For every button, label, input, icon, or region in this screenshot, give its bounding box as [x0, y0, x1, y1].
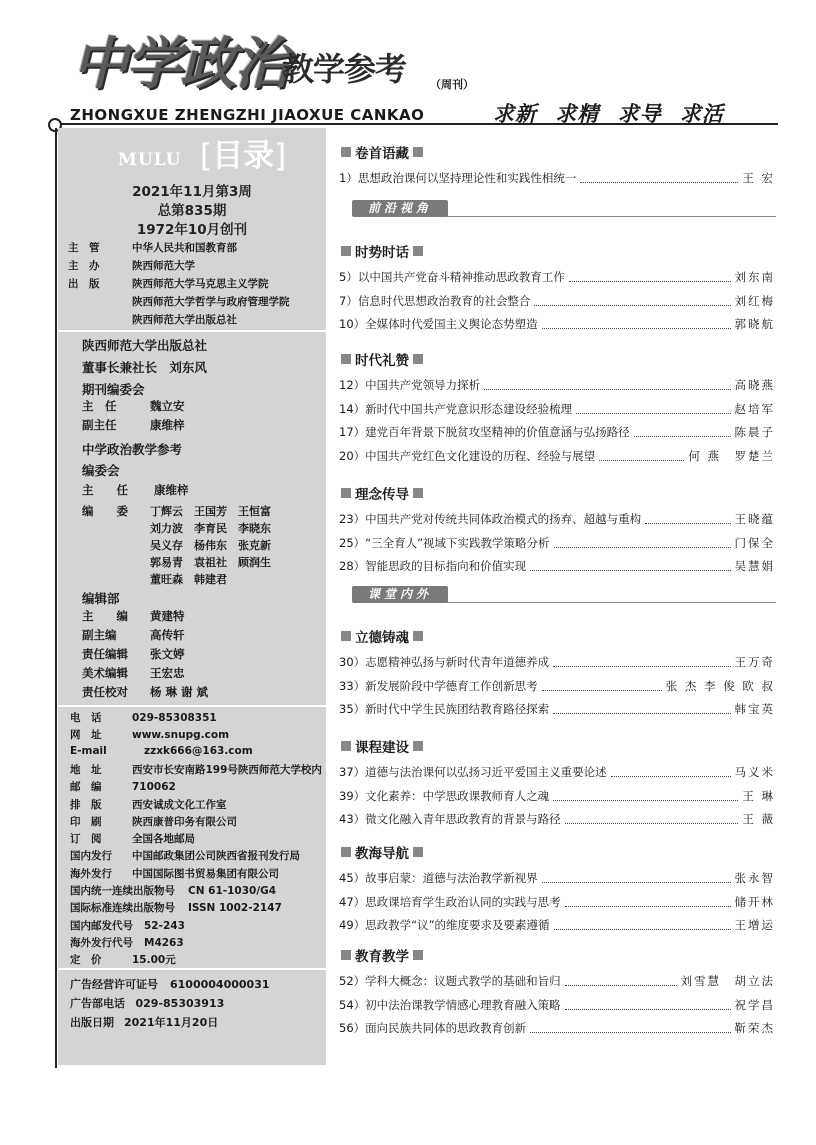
journal-logo: 中学政治 [72, 31, 288, 97]
info-row [70, 745, 253, 757]
info-value: 张文婷 [150, 647, 185, 661]
toc-entry-title: 39）文化素养：中学思政课教师育人之魂 [339, 788, 550, 803]
section-title: 卷首语藏 [355, 146, 409, 162]
info-key: 主 任 [82, 399, 117, 413]
toc-entry-title: 17）建党百年背景下脱贫攻坚精神的价值意涵与弘扬路径 [339, 425, 630, 439]
info-value: 康维梓 [150, 418, 185, 432]
committee-member-row: 丁辉云 王国芳 王恒富 [150, 505, 271, 518]
info-row [70, 918, 185, 933]
founded-date: 1972年10月创刊 [136, 222, 248, 238]
section-heading [341, 241, 423, 261]
info-key: 副主任 [82, 418, 117, 432]
leader-dots [534, 305, 730, 306]
committee-chief [82, 482, 189, 498]
council-label: 期刊编委会 [82, 382, 145, 397]
leader-dots [580, 182, 738, 183]
toc-entry-title: 45）故事启蒙：道德与法治教学新视界 [339, 871, 538, 885]
info-row [68, 258, 195, 273]
info-value: 15.00元 [132, 954, 176, 967]
section-marker-icon [413, 631, 423, 641]
leader-dots [611, 776, 731, 777]
toc-entry [339, 678, 775, 694]
info-key: 广告经营许可证号 [70, 978, 158, 991]
toc-entry [339, 654, 775, 670]
divider [58, 330, 326, 332]
toc-entry-title: 33）新发展阶段中学德育工作创新思考 [339, 678, 538, 693]
toc-entry-author: 王 琳 [742, 788, 775, 803]
toc-entry [339, 316, 775, 332]
info-key: 主 编 [82, 609, 128, 623]
leader-dots [645, 523, 730, 524]
left-rule [55, 128, 57, 1068]
section-marker-icon [413, 147, 423, 157]
committee-label: 编委会 [82, 463, 120, 478]
toc-entry-author: 韩宝英 [734, 702, 775, 716]
info-value: 西安诚成文化工作室 [132, 798, 227, 811]
toc-entry-author: 祝学昌 [734, 997, 775, 1012]
toc-entry-author: 王万奇 [734, 655, 775, 669]
leader-dots [530, 570, 730, 571]
toc-entry [339, 894, 775, 910]
info-row [70, 952, 176, 967]
info-key: 责任校对 [82, 685, 128, 699]
toc-entry-author: 郭晓航 [734, 317, 775, 331]
leader-dots [530, 1032, 730, 1033]
committee-member-row: 郭易青 袁祖社 顾润生 [150, 556, 271, 569]
toc-entry-author: 靳荣杰 [734, 1021, 775, 1035]
info-value: 全国各地邮局 [132, 833, 195, 846]
info-row [70, 848, 300, 863]
info-value: 6100004000031 [170, 978, 270, 991]
toc-entry [339, 424, 775, 440]
info-value: zzxk666@163.com [144, 744, 253, 757]
toc-entry-title: 56）面向民族共同体的思政教育创新 [339, 1021, 527, 1035]
masthead [60, 14, 800, 126]
toc-entry [339, 788, 775, 804]
section-heading [341, 736, 423, 756]
toc-entry [339, 997, 775, 1013]
section-heading [341, 945, 423, 965]
info-key: 副主编 [82, 628, 117, 642]
toc-entry-title: 5）以中国共产党奋斗精神推动思政教育工作 [339, 270, 565, 284]
chairman [82, 358, 207, 376]
leader-dots [484, 389, 730, 390]
info-row [70, 900, 282, 915]
contents-title: [目录] [200, 138, 287, 174]
toc-entry-title: 7）信息时代思想政治教育的社会整合 [339, 293, 531, 308]
info-key: 地 址 [70, 763, 102, 776]
info-value: 陕西师范大学哲学与政府管理学院 [132, 296, 290, 308]
info-key: 国际标准连续出版物号 [70, 902, 175, 915]
leader-dots [542, 690, 662, 691]
leader-dots [542, 882, 731, 883]
info-row [70, 814, 237, 829]
info-row [70, 866, 279, 881]
section-heading [341, 349, 423, 369]
toc-entry-author: 王增运 [734, 918, 775, 932]
toc-entry [339, 170, 775, 186]
info-key: 美术编辑 [82, 666, 128, 680]
section-title: 教海导航 [355, 846, 409, 862]
leader-dots [634, 436, 731, 437]
info-key: 网 址 [70, 729, 102, 742]
info-value: 高传轩 [150, 628, 185, 642]
info-value: 魏立安 [150, 399, 185, 413]
toc-entry [339, 535, 775, 551]
info-key: 广告部电话 [70, 997, 125, 1010]
toc-entry-title: 30）志愿精神弘扬与新时代青年道德养成 [339, 655, 550, 669]
info-key: 电 话 [70, 712, 102, 724]
leader-dots [569, 281, 731, 282]
issue-total: 总第835期 [157, 203, 227, 219]
leader-dots [599, 460, 684, 461]
journal-slogan: 求新 求精 求导 求活 [493, 102, 724, 126]
banner-rule [446, 602, 776, 603]
section-marker-icon [341, 847, 351, 857]
info-key: 邮 编 [70, 781, 102, 794]
info-key: 定 价 [70, 954, 102, 967]
info-row [68, 276, 269, 291]
info-key: E-mail [70, 744, 107, 757]
info-row [68, 312, 237, 327]
info-key: 海外发行代号 [70, 936, 133, 949]
section-title: 时代礼赞 [355, 353, 409, 369]
toc-entry [339, 269, 775, 285]
info-value: 中华人民共和国教育部 [132, 242, 237, 254]
leader-dots [576, 413, 730, 414]
divider [58, 705, 326, 707]
info-row [70, 831, 195, 846]
toc-entry-author: 陈晨子 [734, 425, 775, 439]
issue-date: 2021年11月第3周 [132, 184, 252, 200]
editorial-dept-label: 编辑部 [82, 591, 120, 606]
committee-member-row: 吴义存 杨伟东 张克新 [150, 539, 271, 552]
info-row [82, 646, 185, 662]
top-rule [55, 123, 778, 125]
toc-entry-title: 43）微文化融入青年思政教育的背景与路径 [339, 812, 561, 826]
toc-entry-title: 25）“三全育人”视域下实践教学策略分析 [339, 535, 550, 550]
toc-entry [339, 293, 775, 309]
info-key: 印 刷 [70, 815, 102, 828]
committee-members-label: 编 委 [82, 504, 128, 518]
mulu-label: MULU [118, 150, 182, 170]
toc-entry-author: 王 宏 [742, 171, 775, 185]
toc-entry-author: 马义米 [734, 765, 775, 779]
section-heading [341, 483, 423, 503]
info-value: 2021年11月20日 [124, 1016, 219, 1029]
journal-name: 中学政治教学参考 [82, 442, 183, 457]
section-title: 时势时话 [355, 245, 409, 261]
info-key: 出版日期 [70, 1016, 114, 1029]
info-row [82, 398, 185, 414]
toc-entry [339, 811, 775, 827]
toc-entry-author: 王晓蕴 [734, 512, 775, 526]
banner-classroom: 课堂内外 [352, 586, 448, 603]
section-marker-icon [413, 950, 423, 960]
section-heading [341, 142, 423, 162]
committee-chief-label: 主 任 [82, 483, 128, 497]
section-title: 课程建设 [355, 740, 409, 756]
toc-entry-author: 何 燕 罗楚兰 [688, 448, 775, 463]
info-value: 710062 [132, 781, 176, 794]
toc-entry [339, 558, 775, 574]
info-row [82, 608, 185, 624]
journal-logo-sub: 教学参考 [282, 50, 407, 88]
section-marker-icon [341, 741, 351, 751]
committee-chief-name: 康维梓 [154, 483, 189, 497]
info-value: 52-243 [144, 919, 185, 932]
info-key: 国内统一连续出版物号 [70, 885, 175, 897]
toc-entry-author: 刘红梅 [734, 293, 775, 308]
info-value: 黄建特 [150, 609, 185, 623]
toc-entry-author: 王 薇 [742, 812, 775, 826]
info-row [70, 995, 224, 1011]
toc-entry-title: 35）新时代中学生民族团结教育路径探索 [339, 702, 550, 716]
section-marker-icon [341, 631, 351, 641]
section-marker-icon [413, 741, 423, 751]
info-row [70, 727, 229, 742]
publisher: 陕西师范大学出版总社 [82, 338, 208, 353]
info-row [68, 240, 237, 255]
info-value: 029-85308351 [132, 712, 217, 724]
info-value: 王宏忠 [150, 666, 185, 680]
contents-title-text: 目录 [212, 138, 275, 174]
toc-entry [339, 448, 775, 464]
section-marker-icon [341, 950, 351, 960]
info-row [70, 710, 217, 725]
info-row [82, 417, 185, 433]
info-value: ISSN 1002-2147 [188, 902, 282, 915]
info-value: 陕西师范大学马克思主义学院 [132, 278, 269, 290]
leader-dots [554, 547, 731, 548]
info-value: 中国邮政集团公司陕西省报刊发行局 [132, 850, 300, 863]
section-marker-icon [413, 847, 423, 857]
toc-entry-title: 23）中国共产党对传统共同体政治模式的扬弃、超越与重构 [339, 512, 642, 526]
toc-entry-author: 赵培军 [734, 401, 775, 416]
section-marker-icon [413, 488, 423, 498]
toc-entry [339, 1020, 775, 1036]
section-heading [341, 842, 423, 862]
info-key: 订 阅 [70, 833, 102, 846]
journal-frequency: （周刊） [430, 78, 474, 91]
info-row [70, 762, 322, 777]
section-title: 理念传导 [355, 487, 409, 503]
toc-entry [339, 764, 775, 780]
section-title: 教育教学 [355, 949, 409, 965]
info-key: 国内邮发代号 [70, 919, 133, 932]
banner-rule [446, 216, 776, 217]
info-row [82, 665, 185, 681]
section-marker-icon [341, 488, 351, 498]
leader-dots [553, 800, 738, 801]
toc-entry-author: 储开林 [734, 894, 775, 909]
toc-entry [339, 377, 775, 393]
info-value: www.snupg.com [132, 729, 230, 742]
journal-pinyin: ZHONGXUE ZHENGZHI JIAOXUE CANKAO [70, 106, 425, 124]
info-row [70, 976, 270, 992]
info-value: 陕西师范大学 [132, 260, 195, 272]
toc-entry-title: 10）全媒体时代爱国主义舆论态势塑造 [339, 317, 538, 331]
section-marker-icon [413, 354, 423, 364]
toc-entry-author: 吴慧娟 [734, 559, 775, 573]
info-row [82, 684, 208, 700]
toc-entry-author: 刘雪慧 胡立法 [680, 974, 775, 988]
toc-entry-title: 20）中国共产党红色文化建设的历程、经验与展望 [339, 448, 596, 463]
leader-dots [565, 1009, 731, 1010]
info-key: 主 管 [68, 242, 100, 254]
info-value: 029-85303913 [135, 997, 225, 1010]
leader-dots [553, 666, 730, 667]
leader-dots [565, 985, 677, 986]
info-value: 陕西康普印务有限公司 [132, 815, 237, 828]
info-row [82, 627, 185, 643]
info-value: 中国国际图书贸易集团有限公司 [132, 867, 279, 880]
toc-entry-author: 刘东南 [734, 270, 775, 284]
info-key: 主 办 [68, 260, 100, 272]
info-key: 出 版 [68, 278, 100, 290]
masthead-info-panel [58, 128, 326, 1065]
toc-entry-title: 47）思政课培育学生政治认同的实践与思考 [339, 894, 561, 909]
info-key: 海外发行 [70, 867, 112, 880]
toc-entry-title: 28）智能思政的目标指向和价值实现 [339, 559, 527, 573]
chairman-name: 刘东风 [169, 360, 207, 375]
banner-frontier: 前沿视角 [352, 200, 448, 217]
info-row [68, 294, 290, 309]
section-marker-icon [341, 354, 351, 364]
committee-member-row: 董旺森 韩建君 [150, 573, 227, 586]
toc-entry [339, 870, 775, 886]
info-value: 陕西师范大学出版总社 [132, 314, 237, 326]
leader-dots [565, 823, 739, 824]
toc-entry-title: 37）道德与法治课何以弘扬习近平爱国主义重要论述 [339, 765, 607, 779]
toc-entry [339, 701, 775, 717]
toc-entry-author: 门保全 [734, 535, 775, 550]
toc-entry-title: 12）中国共产党领导力探析 [339, 378, 481, 392]
info-row [70, 1014, 218, 1030]
info-key: 排 版 [70, 798, 102, 811]
chairman-label: 董事长兼社长 [82, 360, 158, 375]
toc-entry-title: 52）学科大概念：议题式教学的基础和旨归 [339, 974, 561, 988]
info-value: 杨 琳 谢 斌 [150, 685, 209, 699]
leader-dots [542, 328, 731, 329]
section-marker-icon [413, 246, 423, 256]
toc-entry-author: 高晓燕 [734, 378, 775, 392]
toc-entry-author: 张 杰 李 俊 欧 叔 [665, 678, 775, 693]
leader-dots [554, 929, 731, 930]
toc-entry [339, 511, 775, 527]
leader-dots [553, 713, 730, 714]
info-value: CN 61-1030/G4 [188, 885, 277, 897]
section-heading [341, 626, 423, 646]
section-marker-icon [341, 147, 351, 157]
toc-entry [339, 917, 775, 933]
toc-entry-title: 14）新时代中国共产党意识形态建设经验梳理 [339, 401, 573, 416]
info-row [70, 779, 176, 794]
toc-entry [339, 401, 775, 417]
toc-entry-title: 49）思政教学“议”的维度要求及要素遵循 [339, 918, 550, 932]
leader-dots [565, 906, 731, 907]
divider [58, 968, 326, 970]
toc-entry-title: 1）思想政治课何以坚持理论性和实践性相统一 [339, 171, 577, 185]
section-marker-icon [341, 246, 351, 256]
committee-member-row: 刘力波 李育民 李晓东 [150, 522, 271, 535]
info-row [70, 797, 227, 812]
info-row [70, 883, 276, 898]
toc-entry [339, 973, 775, 989]
info-value: 西安市长安南路199号陕西师范大学校内 [132, 763, 322, 776]
info-key: 责任编辑 [82, 647, 128, 661]
toc-entry-author: 张永智 [734, 871, 775, 885]
info-value: M4263 [144, 936, 184, 949]
toc-entry-title: 54）初中法治课教学情感心理教育融入策略 [339, 997, 561, 1012]
info-key: 国内发行 [70, 850, 112, 863]
info-row [70, 935, 184, 950]
section-title: 立德铸魂 [355, 630, 409, 646]
